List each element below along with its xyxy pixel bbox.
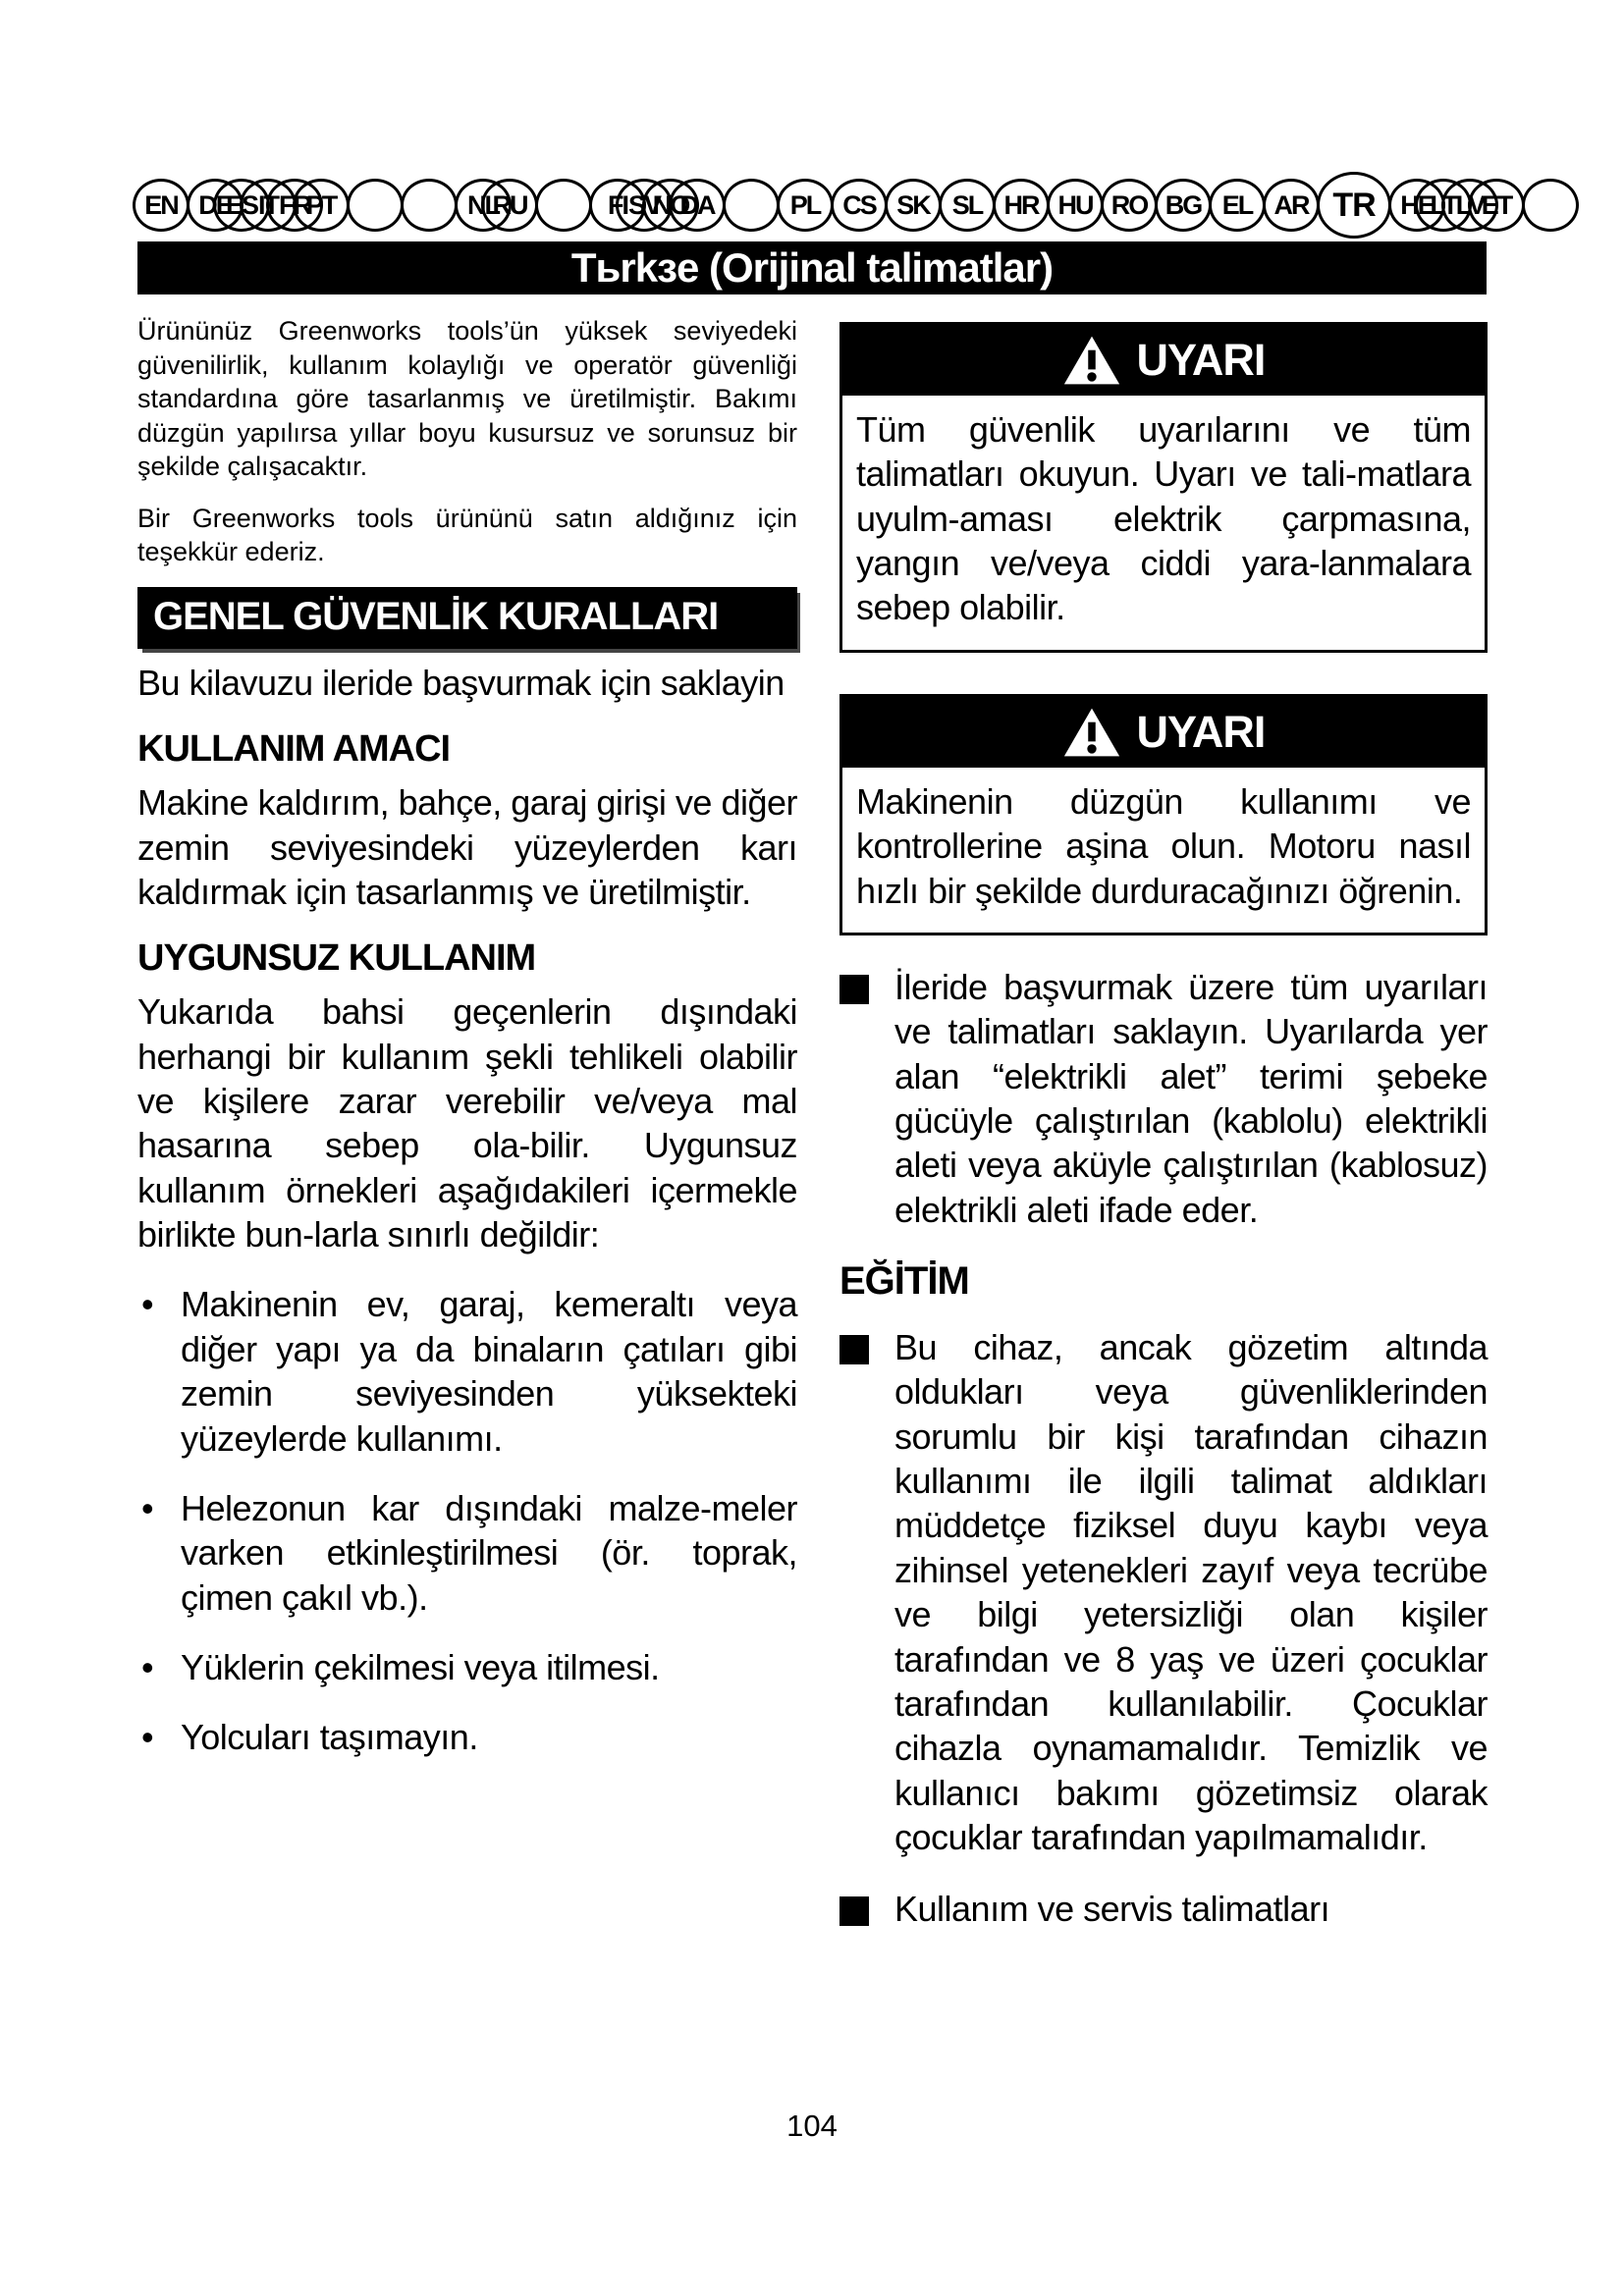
- language-oval: IT: [240, 179, 297, 232]
- list-item: [137, 1486, 797, 1620]
- heading-improper-use: UYGUNSUZ KULLANIM: [137, 937, 536, 980]
- language-oval: PT: [293, 179, 350, 232]
- training-item-1: [839, 1325, 1488, 1859]
- improper-use-list: [137, 1282, 797, 1759]
- bullet-icon: •: [141, 1487, 154, 1528]
- bullet-icon: •: [141, 1284, 154, 1325]
- language-oval: HR: [993, 179, 1050, 232]
- language-oval: [535, 179, 592, 232]
- square-bullet-icon: [839, 975, 869, 1004]
- list-item-text: Helezonun kar dışındaki malze-meler varken etkinleştirilmesi (ör. toprak, çimen çakıl vb.).: [181, 1487, 797, 1618]
- training-item-2-text: Kullanım ve servis talimatları: [894, 1889, 1330, 1930]
- language-oval: NL: [455, 179, 512, 232]
- language-oval: NO: [642, 179, 699, 232]
- language-oval: FR: [266, 179, 323, 232]
- language-oval: RU: [481, 179, 538, 232]
- language-oval: ET: [1468, 179, 1525, 232]
- page-number: 104: [786, 2109, 838, 2143]
- warning-box-1-header: [842, 325, 1485, 396]
- language-oval: CS: [831, 179, 888, 232]
- square-bullet-icon: [839, 1896, 869, 1926]
- language-oval: AR: [1263, 179, 1320, 232]
- language-oval: PL: [777, 179, 834, 232]
- warning-box-2-header: [842, 697, 1485, 768]
- language-oval: [723, 179, 780, 232]
- thank-you-paragraph: Bir Greenworks tools ürününü satın aldığınız için teşekkür ederiz.: [137, 503, 797, 567]
- improper-use-text: Yukarıda bahsi geçenlerin dışındaki herhangi bir kullanım şekli tehlikeli olabilir ve kişilere zarar verebilir ve/veya mal hasarına sebep ola-bilir. Uygunsuz kullanım örnekleri aşağıdakileri içermekle birlikte bun-larla sınırlı değildir:: [137, 991, 797, 1255]
- save-instructions-text: İleride başvurmak üzere tüm uyarıları ve talimatları saklayın. Uyarılarda yer alan “elektrikli alet” terimi şebeke gücüyle çalıştırılan (kablolu) elektrikli aleti veya aküyle çalıştırılan (kablosuz) elektrikli aleti ifade eder.: [894, 966, 1488, 1230]
- list-item: [137, 1282, 797, 1460]
- language-oval: TR: [1317, 172, 1391, 239]
- language-oval: LV: [1441, 179, 1498, 232]
- warning-box-2-body: Makinenin düzgün kullanımı ve kontrollerine aşina olun. Motoru nasıl hızlı bir şekilde durduracağınızı öğrenin.: [856, 780, 1471, 911]
- warning-box-1: [839, 322, 1488, 653]
- language-oval: ES: [213, 179, 270, 232]
- language-oval: HE: [1388, 179, 1445, 232]
- warning-box-2: [839, 694, 1488, 935]
- language-oval: FI: [589, 179, 646, 232]
- warning-title: UYARI: [1136, 706, 1266, 757]
- language-oval: SK: [885, 179, 942, 232]
- warning-triangle-icon: [1062, 334, 1121, 387]
- language-oval: [1522, 179, 1579, 232]
- language-oval: EL: [1209, 179, 1266, 232]
- training-item-2: [839, 1887, 1488, 1931]
- list-item: [137, 1645, 797, 1689]
- heading-training: EĞİTİM: [839, 1259, 969, 1304]
- language-oval: HU: [1047, 179, 1104, 232]
- language-oval: LT: [1415, 179, 1472, 232]
- warning-title: UYARI: [1136, 335, 1266, 385]
- language-oval: BG: [1155, 179, 1212, 232]
- bullet-icon: •: [141, 1646, 154, 1687]
- right-column: [839, 322, 1488, 1959]
- left-column: [137, 314, 797, 1786]
- warning-box-1-body: Tüm güvenlik uyarılarını ve tüm talimatları okuyun. Uyarı ve tali-matlara uyulm-aması elektrik çarpmasına, yangın ve/veya ciddi yara-lanmalara sebep olabilir.: [856, 409, 1471, 628]
- language-oval: SL: [939, 179, 996, 232]
- warning-triangle-icon: [1062, 706, 1121, 759]
- intro-paragraph: Ürününüz Greenworks tools’ün yüksek seviyedeki güvenilirlik, kullanım kolaylığı ve operatör güvenliği standardına göre tasarlanmış ve üretilmiştir. Bakımı düzgün yapılırsa yıllar boyu kusursuz ve sorunsuz bir şekilde çalışacaktır.: [137, 316, 797, 482]
- heading-usage-purpose: KULLANIM AMACI: [137, 728, 451, 771]
- bullet-icon: •: [141, 1717, 154, 1758]
- list-item-text: Yüklerin çekilmesi veya itilmesi.: [181, 1646, 660, 1687]
- page-title-text: Tьrkзe (Orijinal talimatlar): [570, 244, 1054, 291]
- language-oval: SV: [616, 179, 673, 232]
- list-item-text: Yolcuları taşımayın.: [181, 1717, 478, 1758]
- language-oval: RO: [1101, 179, 1158, 232]
- page-title: [137, 241, 1487, 294]
- list-item: [137, 1715, 797, 1759]
- usage-purpose-text: Makine kaldırım, bahçe, garaj girişi ve diğer zemin seviyesindeki yüzeylerden karı kaldırmak için tasarlanmış ve üretilmiştir.: [137, 782, 797, 912]
- list-item-text: Makinenin ev, garaj, kemeraltı veya diğer yapı ya da binaların çatıları gibi zemin seviyesinden yüksekteki yüzeylerde kullanımı.: [181, 1284, 797, 1459]
- keep-manual-note: Bu kilavuzu ileride başvurmak için saklayin: [137, 662, 785, 703]
- language-oval: EN: [133, 179, 189, 232]
- save-instructions-item: [839, 965, 1488, 1232]
- section-banner-general-safety: GENEL GÜVENLİK KURALLARI: [137, 587, 797, 649]
- language-oval: DA: [669, 179, 726, 232]
- language-oval: [347, 179, 404, 232]
- language-oval: [401, 179, 458, 232]
- language-code-bar: [135, 173, 1512, 238]
- square-bullet-icon: [839, 1335, 869, 1364]
- language-oval: DE: [187, 179, 244, 232]
- training-item-1-text: Bu cihaz, ancak gözetim altında oldukları veya güvenliklerinden sorumlu bir kişi tarafından cihazın kullanımı ile ilgili talimat aldıkları müddetçe fiziksel duyu kaybı veya zihinsel yetenekleri zayıf veya tecrübe ve bilgi yetersizliği olan kişiler tarafından ve 8 yaş ve üzeri çocuklar tarafından kullanılabilir. Çocuklar cihazla oynamamalıdır. Temizlik ve kullanıcı bakımı gözetimsiz olarak çocuklar tarafından yapılmamalıdır.: [894, 1327, 1488, 1857]
